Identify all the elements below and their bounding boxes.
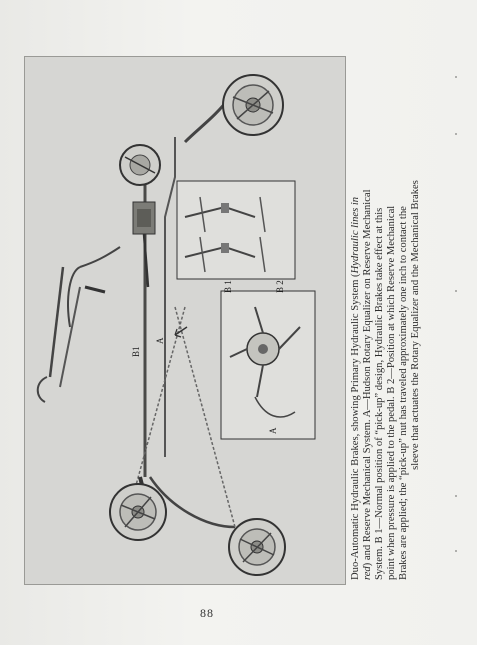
- rear-brake-drum-left: [110, 484, 166, 540]
- figure-caption: [350, 70, 422, 580]
- label-b1-main: B1: [131, 346, 141, 357]
- label-inset-b1: B 1: [223, 280, 233, 293]
- caption-line-5: Brakes are applied; the “pick-up” nut has traveled approximately one inch to contact the: [398, 206, 410, 580]
- brake-system-illustration: [24, 56, 346, 585]
- label-inset-b2: B 2: [275, 280, 285, 293]
- upper-wheel-cylinder: [120, 145, 160, 185]
- label-inset-a: A: [268, 427, 278, 434]
- inset-rotary-equalizer: [221, 291, 315, 439]
- margin-speck: [455, 550, 457, 552]
- caption-line-2: red) and Reserve Mechanical System. A—Hudson Rotary Equalizer on Reserve Mechanical: [362, 189, 374, 580]
- rear-brake-drum-right: [229, 519, 285, 575]
- margin-speck: [455, 495, 457, 497]
- front-brake-drum: [223, 75, 283, 135]
- caption-line-3: System. B 1—Normal position of “pick-up” design, Hydraulic Brakes take effect at this: [374, 207, 386, 580]
- caption-line-6: sleeve that actuates the Rotary Equalizer and the Mechanical Brakes: [410, 180, 422, 470]
- brake-diagram: [25, 57, 346, 585]
- margin-speck: [455, 133, 457, 135]
- page-number: 88: [200, 606, 214, 620]
- caption-line-4: point when pressure is applied to the pedal. B 2—Position at which Reserve Mechanical: [386, 205, 398, 580]
- margin-speck: [455, 290, 457, 292]
- inset-pickup-positions: [177, 181, 295, 279]
- label-main-a: A: [155, 337, 165, 344]
- caption-line-1: Duo-Automatic Hydraulic Brakes, showing Primary Hydraulic System (Hydraulic lines in: [350, 196, 361, 580]
- margin-speck: [455, 76, 457, 78]
